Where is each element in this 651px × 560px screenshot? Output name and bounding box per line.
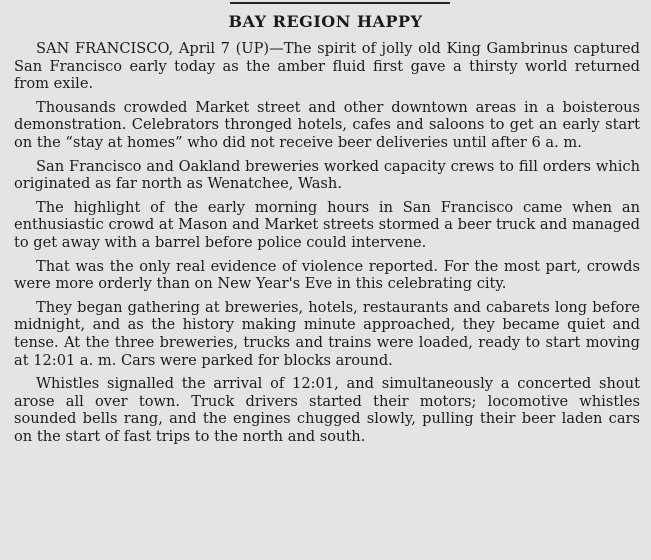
article-paragraph: Thousands crowded Market street and other downtown areas in a boisterous demonstration. Celebrators thronged hotels, cafes and saloons to get an early start on the “stay at homes” who did not receive beer deliveries until after 6 a. m.	[14, 98, 640, 151]
article-paragraph: The highlight of the early morning hours in San Francisco came when an enthusiastic crowd at Mason and Market streets stormed a beer truck and managed to get away with a barrel before police could intervene.	[14, 198, 640, 251]
headline: BAY REGION HAPPY	[228, 12, 423, 31]
article-paragraph	[14, 40, 640, 93]
article-paragraph: They began gathering at breweries, hotels, restaurants and cabarets long before midnight, and as the history making minute approached, they became quiet and tense. At the three breweries, trucks and trains were loaded, ready to start moving at 12:01 a. m. Cars were parked for blocks around.	[14, 298, 640, 369]
article-paragraph: Whistles signalled the arrival of 12:01, and simultaneously a concerted shout arose all over town. Truck drivers started their motors; locomotive whistles sounded bells rang, and the engines chugged slowly, pulling their beer laden cars on the start of fast trips to the north and south.	[14, 375, 640, 445]
article-paragraph: San Francisco and Oakland breweries worked capacity crews to fill orders which originated as far north as Wenatchee, Wash.	[14, 157, 640, 193]
article-body	[14, 40, 640, 451]
column-rule	[230, 2, 450, 4]
dateline: SAN FRANCISCO, April 7 (UP)—	[36, 40, 284, 57]
paragraph-text: The spirit of jolly old King Gambrinus captured San Francisco early today as the amber fluid first gave a thirsty world returned from exile.	[14, 40, 640, 93]
article-paragraph: That was the only real evidence of violence reported. For the most part, crowds were more orderly than on New Year's Eve in this celebrating city.	[14, 257, 640, 293]
